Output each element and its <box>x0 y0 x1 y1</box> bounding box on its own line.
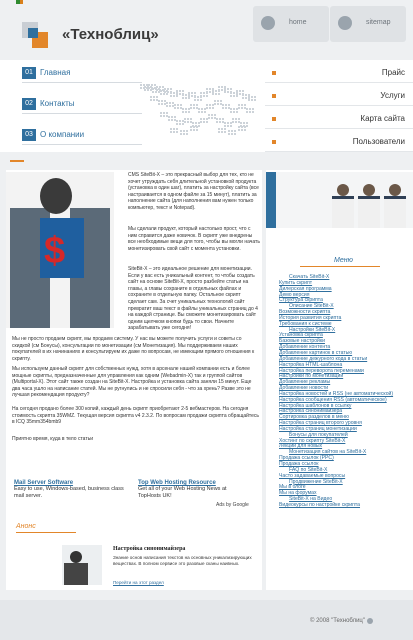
home-link[interactable] <box>253 6 329 42</box>
sitemap-link[interactable] <box>330 6 406 42</box>
menu-item[interactable]: Продажа ссылок <box>279 461 319 467</box>
bullet-icon <box>272 117 276 121</box>
bullet-icon <box>272 71 276 75</box>
bullet-icon <box>272 140 276 144</box>
menu-item[interactable]: Хостинг по скрипту SiteBit-X <box>279 437 346 444</box>
right-nav-item-users[interactable] <box>265 134 413 152</box>
world-map-graphic <box>130 74 260 136</box>
menu-item[interactable]: Продвижение SiteBit-X <box>289 478 343 485</box>
content-paragraph: CMS SiteBit-X – это прекрасный выбор для тех, кто не хочет утруждать себя длительной установкой продукта (установка в один шаг), платить за настройку сайта (все настраивается в одном файле за 15 минут), платить за наполнение сайта (для наполнения вам нужен только компьютер, текст и Notepad). <box>128 172 259 211</box>
menu-item[interactable]: Бонусы для покупателей <box>289 431 348 438</box>
menu-item[interactable]: Лекции для новых <box>279 443 323 450</box>
nav-label: Контакты <box>40 99 75 108</box>
menu-item[interactable]: FAQ по SiteBit-X <box>289 466 328 473</box>
team-image <box>266 172 413 228</box>
content-paragraph: Мы не просто продаем скрипт, мы продаем систему. У нас вы можете получить услуги и советы со скидкой (см Бонусы), консультации по монетизации (см Монетизация). Мы поддерживаем наших покупателей в их начинаниях и консультируем их даже по вопросам, не имеющим прямого отношения к скрипту. <box>12 336 255 362</box>
logo-mark-icon <box>22 22 52 52</box>
content-paragraph: Мы сделали продукт, который настолько прост, что с ним справится даже новичок. В скрипт уже внедрены все необходимые вещи для того, чтобы вы могли начать монетизировать свой сайт с момента установки. <box>128 226 260 252</box>
right-nav-item-services[interactable] <box>265 88 413 106</box>
menu-item[interactable]: Скачать SiteBit-X <box>289 274 330 280</box>
content-paragraph: На сегодня продано более 300 копий, каждый день скрипт приобретают 2-5 вебмастеров. На сегодня стоимость скрипта 35WMZ. Текущая версия скрипта v4 2.3.2. По вопросам продажи скрипта обращайтесь в ICQ 35mm354bmb9 <box>12 406 260 426</box>
nav-num: 03 <box>22 129 36 141</box>
menu-item[interactable]: Добавление рекламы <box>279 379 331 386</box>
logo-text: «Техноблиц» <box>62 26 159 43</box>
menu-item[interactable]: SiteBit-X на Видео <box>289 496 333 503</box>
menu-list <box>279 275 413 509</box>
ad-text: Easy to use, Windows-based, business class mail server. <box>14 486 124 499</box>
menu-item[interactable]: Настройка страниц второго уровня <box>279 420 362 427</box>
menu-item[interactable]: Описание SiteBit-X <box>289 303 334 310</box>
content-accent <box>10 160 24 162</box>
site-logo[interactable] <box>22 16 202 52</box>
menu-item[interactable]: Мы на форумах <box>279 490 317 497</box>
home-label: home <box>289 19 307 26</box>
content-paragraph: SiteBit-X – это идеальное решение для монетизации. Если у вас есть уникальный контент, то чтобы создать сайт на основе SiteBit-X, просто разбейте статьи на главы, а главы сохраните в отдельных файлах и сохраните в отдельную папку. Остальное скрипт сделает сам. За счет уникальных технологий сайт превратит ваш текст в файлы уникальных страниц до 4 на каждой странице. Вы сможете монетизировать сайт одним щелчком кнопки будь то свои. Начните зарабатывать уже сегодня! <box>128 266 258 332</box>
nav-item-about[interactable] <box>22 128 142 145</box>
ad-item[interactable] <box>138 480 250 500</box>
dollar-icon: $ <box>44 230 66 272</box>
menu-item[interactable]: Мы в блоге <box>279 484 306 491</box>
menu-item[interactable]: Настройка HTML-шаблона <box>279 361 343 368</box>
menu-item[interactable]: Настройки по монетизации <box>279 373 344 380</box>
menu-item[interactable]: Часто задаваемые вопросы <box>279 472 346 479</box>
menu-item[interactable]: Требования к системе <box>279 320 332 327</box>
menu-item[interactable]: Установка скрипта <box>279 332 323 339</box>
menu-item[interactable]: Настройка синонимайзера <box>279 408 343 415</box>
menu-underline <box>300 266 380 267</box>
menu-item[interactable]: Монетизация сайтов на SiteBit-X <box>289 449 367 456</box>
menu-item[interactable]: История развития скрипта <box>279 314 342 321</box>
menu-item[interactable]: Добавление картинок в статью <box>279 349 353 356</box>
home-icon <box>261 16 275 30</box>
nav-label: О компании <box>40 130 85 139</box>
menu-item[interactable]: Настройка страниц монетизации <box>279 425 357 432</box>
nav-num: 01 <box>22 67 36 79</box>
anons-heading: Анонс <box>16 523 36 530</box>
ads-by-google[interactable]: Ads by Google <box>216 502 249 508</box>
menu-item[interactable]: Базовые настройки <box>279 338 325 345</box>
nav-item-contacts[interactable] <box>22 97 142 114</box>
right-nav-label: Карта сайта <box>360 114 405 123</box>
menu-item[interactable]: Настройка сообщения RSS (автоматическое) <box>279 396 387 403</box>
menu-item[interactable]: Демо версия <box>279 291 310 298</box>
right-nav-item-price[interactable] <box>265 65 413 83</box>
menu-item[interactable]: Продажа ссылок (PPC) <box>279 455 334 462</box>
menu-item[interactable]: Настройка новостей и RSS (не автоматической) <box>279 390 394 397</box>
right-nav <box>265 60 413 152</box>
ad-block <box>10 480 250 520</box>
menu-item[interactable]: Добавление контента <box>279 344 331 351</box>
hero-image <box>6 172 114 328</box>
menu-item[interactable]: Настройка переворота переменами <box>279 367 364 374</box>
menu-item[interactable]: Сортировка разделов в меню <box>279 414 349 421</box>
nav-label: Главная <box>40 68 71 77</box>
sitemap-icon <box>338 16 352 30</box>
menu-heading: Меню <box>334 257 353 264</box>
menu-item[interactable]: Структура скрипта <box>279 297 323 304</box>
anons-image <box>62 545 102 585</box>
ad-item[interactable] <box>14 480 126 500</box>
ad-text: Get all of your Web Hosting News at TopHosts UK! <box>138 486 227 499</box>
menu-item[interactable]: Дилерская программа <box>279 285 332 292</box>
right-nav-label: Услуги <box>380 91 405 100</box>
footer <box>0 600 413 640</box>
menu-item[interactable]: Видеокурсы по настройке скрипта <box>279 501 361 508</box>
menu-item[interactable]: Добавление новости <box>279 385 329 392</box>
nav-item-home[interactable] <box>22 66 142 83</box>
menu-item[interactable]: Настройки SiteBit-X <box>289 326 336 333</box>
anons-link[interactable]: Перейти на этот раздел <box>113 580 164 585</box>
footer-icon <box>367 618 373 624</box>
right-nav-item-sitemap[interactable] <box>265 111 413 129</box>
menu-item[interactable]: Купить скрипт <box>279 279 313 286</box>
anons-title: Настройка синонимайзера <box>113 546 186 552</box>
ad-title[interactable]: Mail Server Software <box>14 480 74 486</box>
nav-num: 02 <box>22 98 36 110</box>
team-accent <box>266 172 276 228</box>
bullet-icon <box>272 94 276 98</box>
content-paragraph: Приятно время, куда в тело статьи <box>12 436 94 442</box>
right-nav-label: Пользователи <box>352 137 405 146</box>
anons-text: Знание основ написания текстов на основных уникализирующих веществах. В полном сервисе это разовые сканы наивных. <box>113 555 252 566</box>
left-nav <box>22 66 142 159</box>
menu-item[interactable]: Возможности скрипта <box>279 309 331 316</box>
right-nav-label: Прайс <box>381 68 405 77</box>
anons-underline <box>16 532 76 533</box>
sitemap-label: sitemap <box>366 19 391 26</box>
content-paragraph: Мы используем данный скрипт для собственных нужд, хотя в арсенале нашей компании есть и более мощные скрипты, предназначенные для управления как одним (Webadmin-X) так и группой сайтов (Multiportal-X). Этот сайт также создан на SiteBit-X. Настройка и установка сайта заняли 15 минут. Еще два часа ушло на написание статей. Мы не ругнулись и не спросили себя - что за хрень? Разве это не лучшая рекомендация продукту? <box>12 366 252 399</box>
copyright: © 2008 "Техноблиц" <box>309 618 365 624</box>
menu-item[interactable]: Добавление дежурного кода в статьи <box>279 355 368 362</box>
divider-strip <box>0 152 413 172</box>
ad-title[interactable]: Top Web Hosting Resource <box>138 480 216 486</box>
menu-item[interactable]: Настройка шаблонов в ссылку <box>279 402 352 409</box>
top-accent-orange <box>20 0 23 4</box>
